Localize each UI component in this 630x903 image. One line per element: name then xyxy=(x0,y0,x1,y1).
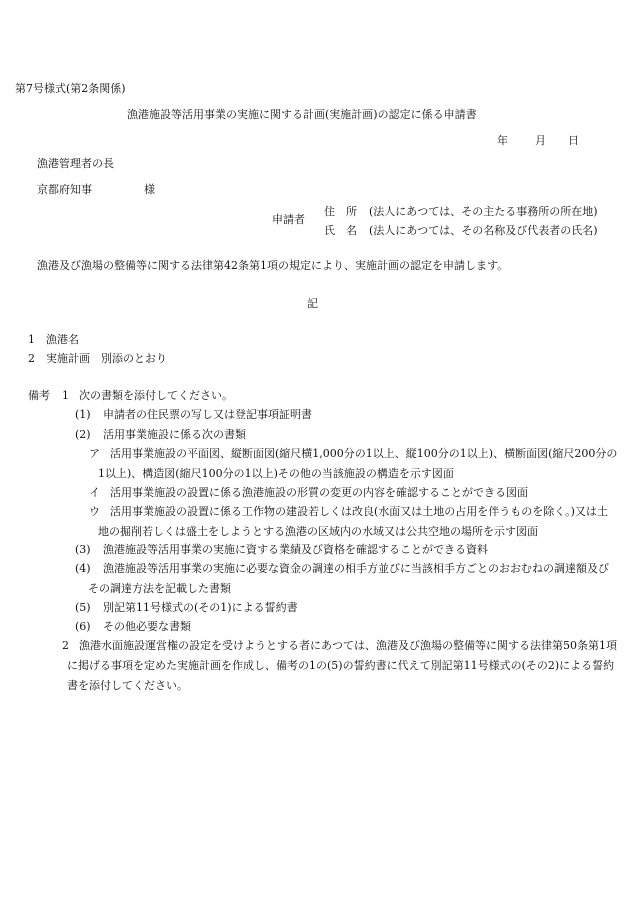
date-month: 月 xyxy=(535,134,546,147)
item-number: 2 xyxy=(28,352,35,365)
sub-item-number: (2) xyxy=(75,428,91,441)
form-number: 第7号様式(第2条関係) xyxy=(15,82,126,95)
note-number: 2 xyxy=(62,639,69,652)
sub-item-text: 別記第11号様式の(その1)による誓約書 xyxy=(103,601,298,614)
kana-item-number: イ xyxy=(89,486,100,499)
sub-item-number: (4) xyxy=(75,562,91,575)
name-note: (法人にあつては、その名称及び代表者の氏名) xyxy=(369,224,598,237)
sub-item-text: 漁港施設等活用事業の実施に必要な資金の調達の相手方並びに当該相手方ごとのおおむねの調達額及びその調達方法を記載した書類 xyxy=(88,562,609,595)
sub-item-text: その他必要な書類 xyxy=(103,620,191,633)
note-text: 次の書類を添付してください。 xyxy=(79,389,233,402)
sub-item-number: (5) xyxy=(75,601,91,614)
sub-item-text: 申請者の住民票の写し又は登記事項証明書 xyxy=(103,408,312,421)
notes-label: 備考 xyxy=(28,389,50,402)
name-label: 氏 名 xyxy=(324,224,357,237)
kana-item-text: 活用事業施設の設置に係る工作物の建設若しくは改良(水面又は土地の占用を伴うものを除く。)又は土地の掘削若しくは盛土をしようとする漁港の区域内の水域又は公共空地の場所を示す図面 xyxy=(98,505,608,538)
address-note: (法人にあつては、その主たる事務所の所在地) xyxy=(369,205,598,218)
note-text: 漁港水面施設運営権の設定を受けようとする者にあつては、漁港及び漁場の整備等に関する法律第50条第1項に掲げる事項を定めた実施計画を作成し、備考の1の(5)の誓約書に代えて別記第11号様式の(その2)による誓約書を添付してください。 xyxy=(67,639,617,692)
sub-item-number: (6) xyxy=(75,620,91,633)
form-title: 漁港施設等活用事業の実施に関する計画(実施計画)の認定に係る申請書 xyxy=(127,108,477,121)
kana-item-number: ア xyxy=(89,447,100,460)
item-fishing-port: 漁港名 xyxy=(46,333,79,346)
application-statement: 漁港及び漁場の整備等に関する法律第42条第1項の規定により、実施計画の認定を申請します。 xyxy=(37,259,509,272)
applicant-label: 申請者 xyxy=(272,213,305,226)
addressee-honorific: 様 xyxy=(144,183,155,196)
date-day: 日 xyxy=(568,134,579,147)
item-number: 1 xyxy=(28,333,35,346)
addressee-name: 京都府知事 xyxy=(37,183,92,196)
kana-item-text: 活用事業施設の平面図、縦断面図(縮尺横1,000分の1以上、縦100分の1以上)、横断面図(縮尺200分の1以上)、構造図(縮尺100分の1以上)その他の当該施設の構造を示す図面 xyxy=(98,447,618,480)
kana-item-number: ウ xyxy=(89,505,100,518)
sub-item-text: 漁港施設等活用事業の実施に資する業績及び資格を確認することができる資料 xyxy=(103,543,488,556)
sub-item-text: 活用事業施設に係る次の書類 xyxy=(103,428,246,441)
ki-heading: 記 xyxy=(307,297,318,310)
date-year: 年 xyxy=(497,134,508,147)
item-implementation-plan: 実施計画 別添のとおり xyxy=(46,352,167,365)
kana-item-text: 活用事業施設の設置に係る漁港施設の形質の変更の内容を確認することができる図面 xyxy=(110,486,528,499)
addressee-title: 漁港管理者の長 xyxy=(37,157,114,170)
sub-item-number: (3) xyxy=(75,543,91,556)
note-number: 1 xyxy=(62,389,69,402)
address-label: 住 所 xyxy=(324,205,357,218)
sub-item-number: (1) xyxy=(75,408,91,421)
